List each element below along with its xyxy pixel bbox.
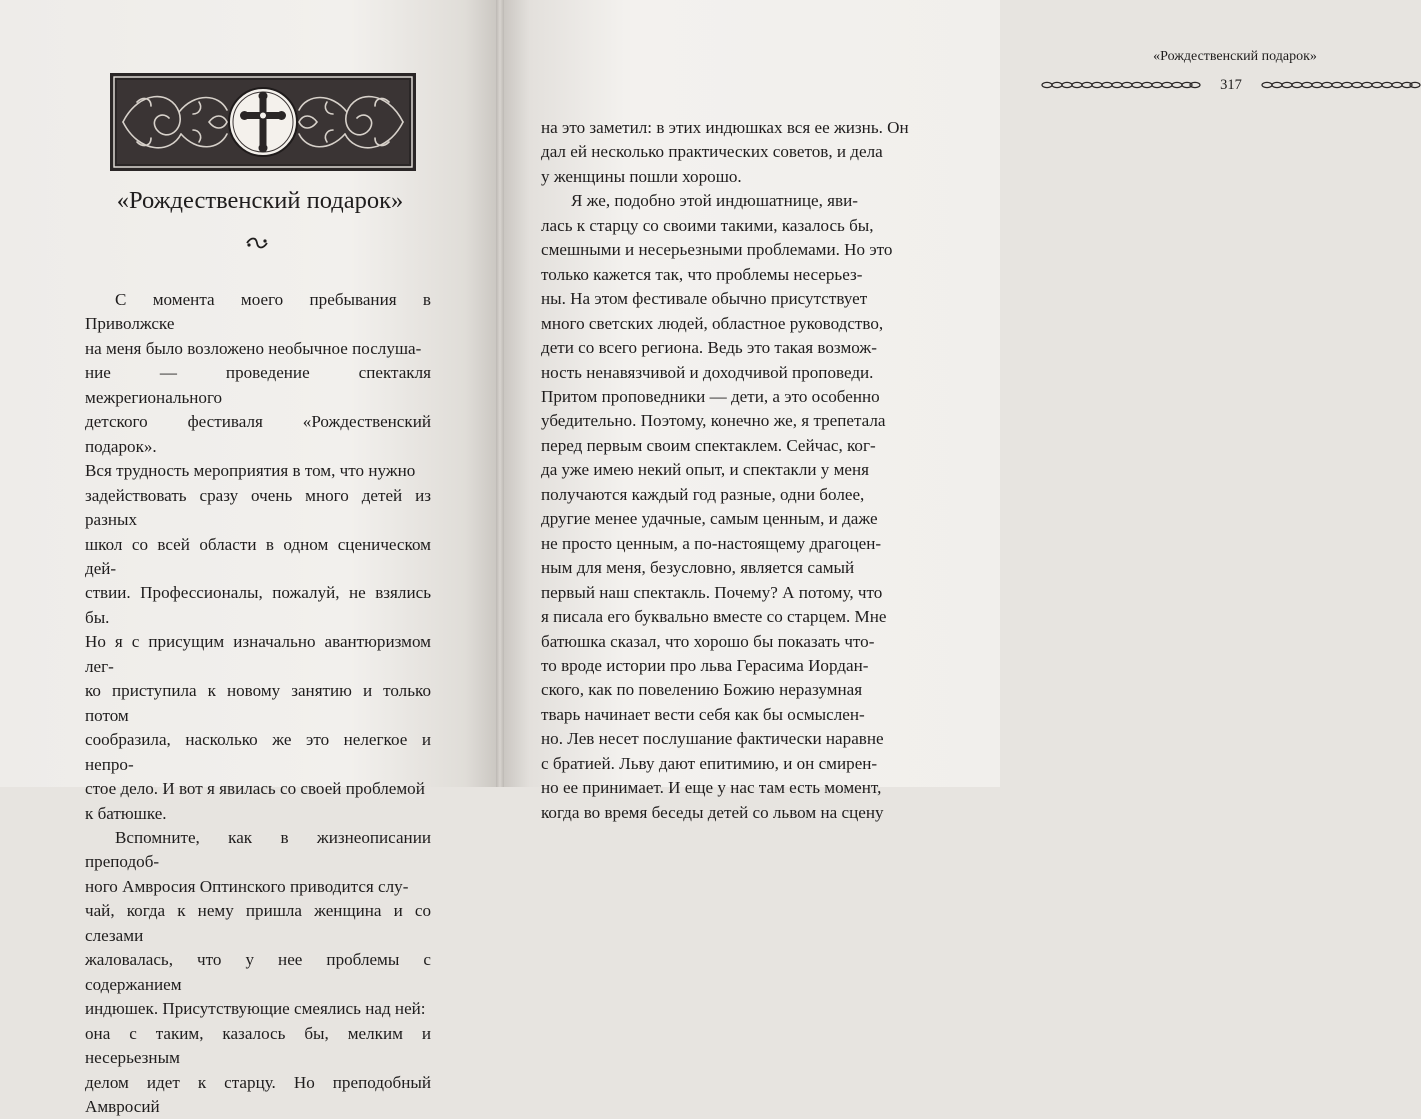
text-line: смешными и несерьезными проблемами. Но это — [541, 238, 921, 262]
left-page — [0, 0, 500, 787]
text-line: дети со всего региона. Ведь это такая возмож- — [541, 336, 921, 360]
right-page — [500, 0, 1000, 787]
title-flourish-icon — [245, 236, 269, 250]
chapter-title: «Рождественский подарок» — [60, 186, 460, 216]
text-line: на меня было возложено необычное послуша- — [85, 337, 431, 361]
text-line: у женщины пошли хорошо. — [541, 165, 921, 189]
right-page-body — [541, 116, 921, 825]
text-line: батюшка сказал, что хорошо бы показать что- — [541, 630, 921, 654]
text-line: то вроде истории про льва Герасима Иордан- — [541, 654, 921, 678]
text-line: ко приступила к новому занятию и только потом — [85, 679, 431, 728]
text-line: стое дело. И вот я явилась со своей проблемой — [85, 777, 431, 801]
text-line: получаются каждый год разные, одни более, — [541, 483, 921, 507]
text-line: ным для меня, безусловно, является самый — [541, 556, 921, 580]
text-line: она с таким, казалось бы, мелким и несерьезным — [85, 1022, 431, 1071]
text-line: Притом проповедники — дети, а это особенно — [541, 385, 921, 409]
text-line: Вся трудность мероприятия в том, что нужно — [85, 459, 431, 483]
text-line: лась к старцу со своими такими, казалось бы, — [541, 214, 921, 238]
text-line: задействовать сразу очень много детей из разных — [85, 484, 431, 533]
text-line: первый наш спектакль. Почему? А потому, что — [541, 581, 921, 605]
text-line: другие менее удачные, самым ценным, и даже — [541, 507, 921, 531]
text-line: да уже имею некий опыт, и спектакли у меня — [541, 458, 921, 482]
text-line: но ее принимает. И еще у нас там есть момент, — [541, 776, 921, 800]
text-line: жаловалась, что у нее проблемы с содержанием — [85, 948, 431, 997]
text-line: я писала его буквально вместе со старцем. Мне — [541, 605, 921, 629]
text-line: ного Амвросия Оптинского приводится слу- — [85, 875, 431, 899]
text-line: Вспомните, как в жизнеописании преподоб- — [85, 826, 431, 875]
text-line: ствии. Профессионалы, пожалуй, не взялись бы. — [85, 581, 431, 630]
text-line: дал ей несколько практических советов, и дела — [541, 140, 921, 164]
text-line: ние — проведение спектакля межрегионального — [85, 361, 431, 410]
text-line: тварь начинает вести себя как бы осмыслен- — [541, 703, 921, 727]
text-line: Но я с присущим изначально авантюризмом лег- — [85, 630, 431, 679]
text-line: с братией. Льву дают епитимию, и он смирен- — [541, 752, 921, 776]
page-number: 317 — [1211, 75, 1251, 95]
text-line: делом идет к старцу. Но преподобный Амвросий — [85, 1071, 431, 1119]
text-line: С момента моего пребывания в Приволжске — [85, 288, 431, 337]
text-line: ского, как по повелению Божию неразумная — [541, 678, 921, 702]
left-page-body — [85, 288, 431, 1119]
ornamental-headpiece-icon — [109, 72, 417, 172]
text-line: когда во время беседы детей со львом на сцену — [541, 801, 921, 825]
text-line: детского фестиваля «Рождественский подарок». — [85, 410, 431, 459]
text-line: на это заметил: в этих индюшках вся ее жизнь. Он — [541, 116, 921, 140]
text-line: только кажется так, что проблемы несерьез- — [541, 263, 921, 287]
text-line: много светских людей, областное руководство, — [541, 312, 921, 336]
text-line: сообразила, насколько же это нелегкое и непро- — [85, 728, 431, 777]
text-line: убедительно. Поэтому, конечно же, я трепетала — [541, 409, 921, 433]
book-spine — [496, 0, 504, 787]
text-line: Я же, подобно этой индюшатнице, яви- — [541, 189, 921, 213]
chain-rule-right-icon — [1261, 81, 1421, 89]
text-line: ны. На этом фестивале обычно присутствует — [541, 287, 921, 311]
text-line: перед первым своим спектаклем. Сейчас, ког- — [541, 434, 921, 458]
text-line: но. Лев несет послушание фактически наравне — [541, 727, 921, 751]
text-line: чай, когда к нему пришла женщина и со слезами — [85, 899, 431, 948]
text-line: школ со всей области в одном сценическом дей- — [85, 533, 431, 582]
text-line: индюшек. Присутствующие смеялись над ней: — [85, 997, 431, 1021]
text-line: не просто ценным, а по-настоящему драгоцен- — [541, 532, 921, 556]
folio-row — [1041, 75, 1421, 95]
text-line: ность ненавязчивой и доходчивой проповеди. — [541, 361, 921, 385]
running-head: «Рождественский подарок» — [1110, 48, 1360, 66]
chain-rule-left-icon — [1041, 81, 1201, 89]
text-line: к батюшке. — [85, 802, 431, 826]
